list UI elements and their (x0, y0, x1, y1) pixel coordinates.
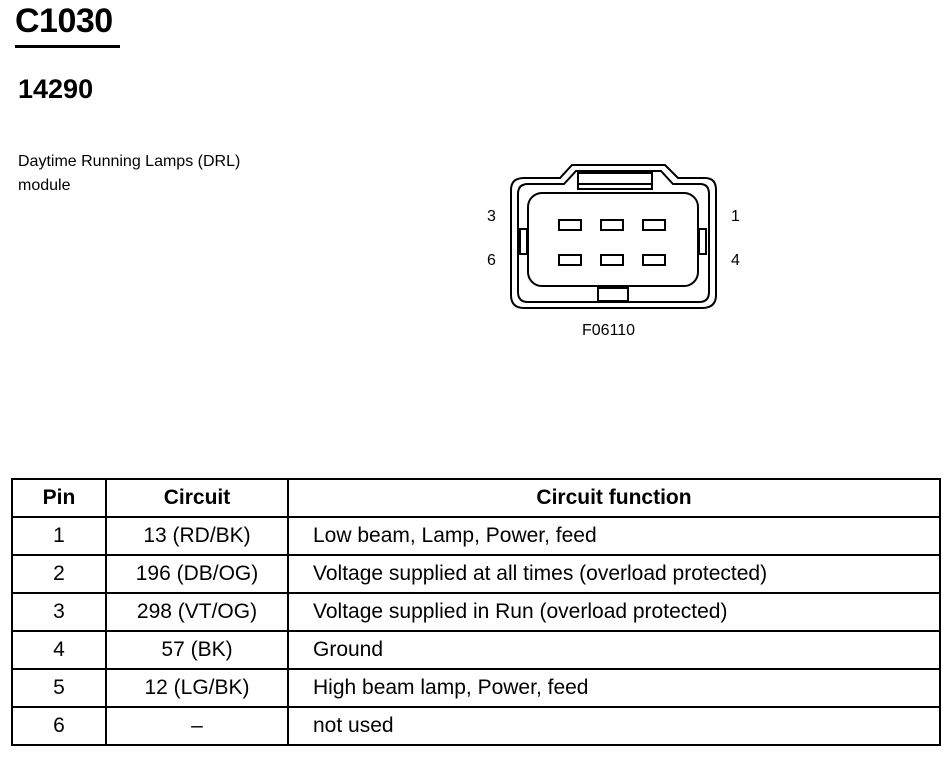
pin-label-3: 3 (487, 208, 496, 225)
pin-socket-1 (643, 220, 665, 230)
cell-circuit-function: not used (288, 707, 940, 745)
cell-circuit-function: Voltage supplied in Run (overload protected) (288, 593, 940, 631)
table-row (12, 631, 940, 669)
connector-description (18, 150, 318, 198)
pin-socket-4 (643, 255, 665, 265)
pin-label-6: 6 (487, 252, 496, 269)
cell-pin: 1 (12, 517, 106, 555)
pin-socket-6 (559, 255, 581, 265)
cell-circuit-function: High beam lamp, Power, feed (288, 669, 940, 707)
figure-code: F06110 (582, 322, 636, 339)
part-number: 14290 (18, 74, 94, 104)
cell-circuit-function: Ground (288, 631, 940, 669)
connector-face-diagram (480, 160, 740, 325)
cell-pin: 3 (12, 593, 106, 631)
table-row (12, 555, 940, 593)
terminal-cavity (528, 193, 698, 286)
connector-inner-shell (518, 171, 709, 302)
table-row (12, 593, 940, 631)
cell-circuit: 12 (LG/BK) (106, 669, 288, 707)
title-underline (15, 45, 120, 48)
cell-pin: 6 (12, 707, 106, 745)
cell-circuit: – (106, 707, 288, 745)
description-line-2: module (18, 177, 71, 194)
table-row (12, 669, 940, 707)
pinout-table (11, 478, 941, 746)
cell-circuit: 57 (BK) (106, 631, 288, 669)
table-row (12, 517, 940, 555)
cell-circuit: 13 (RD/BK) (106, 517, 288, 555)
pin-socket-5 (601, 255, 623, 265)
pin-socket-3 (559, 220, 581, 230)
header-pin: Pin (12, 479, 106, 517)
cell-pin: 2 (12, 555, 106, 593)
description-line-1: Daytime Running Lamps (DRL) (18, 153, 241, 170)
cell-circuit-function: Low beam, Lamp, Power, feed (288, 517, 940, 555)
right-key (699, 229, 706, 254)
pin-socket-2 (601, 220, 623, 230)
cell-pin: 5 (12, 669, 106, 707)
connector-face-illustration (480, 160, 740, 320)
cell-circuit: 196 (DB/OG) (106, 555, 288, 593)
connector-id-title: C1030 (15, 2, 113, 40)
bottom-key (598, 288, 628, 301)
pin-label-4: 4 (731, 252, 740, 269)
header-circuit: Circuit (106, 479, 288, 517)
locking-latch (578, 173, 652, 189)
cell-circuit-function: Voltage supplied at all times (overload protected) (288, 555, 940, 593)
cell-circuit: 298 (VT/OG) (106, 593, 288, 631)
header-circuit-function: Circuit function (288, 479, 940, 517)
table-row (12, 707, 940, 745)
left-key (520, 229, 527, 254)
cell-pin: 4 (12, 631, 106, 669)
table-header-row (12, 479, 940, 517)
pin-label-1: 1 (731, 208, 740, 225)
